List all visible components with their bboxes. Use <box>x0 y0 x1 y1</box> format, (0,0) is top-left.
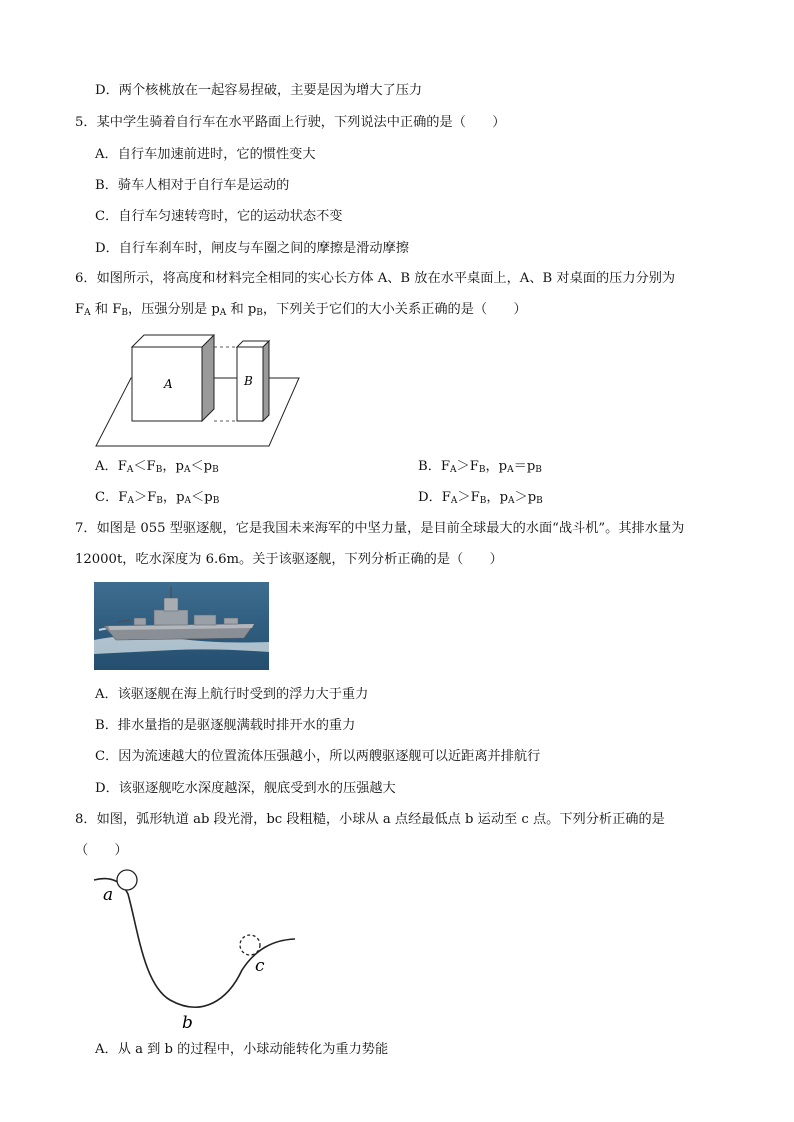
q7-option-a: A．该驱逐舰在海上航行时受到的浮力大于重力 <box>95 687 369 702</box>
q5-option-d: D．自行车刹车时，闸皮与车圈之间的摩擦是滑动摩擦 <box>95 241 409 256</box>
ball-start <box>117 870 137 890</box>
q6-option-d: D．$F_A>F_B$，$p_A>p_B$ <box>418 490 543 506</box>
q7-stem-line1: 7．如图是 055 型驱逐舰，它是我国未来海军的中坚力量，是目前全球最大的水面“战斗机”。其排水量为 <box>75 521 685 536</box>
block-b-label: B <box>244 374 253 388</box>
q6-stem-line2: $F_A$ 和 $F_B$，压强分别是 $p_A$ 和 $p_B$，下列关于它们的大小关系正确的是（ ） <box>75 302 527 318</box>
q7-option-b: B．排水量指的是驱逐舰满载时排开水的重力 <box>95 718 356 733</box>
q6-figure <box>94 330 304 450</box>
q7-stem-line2: 12000t，吃水深度为 6.6m。关于该驱逐舰，下列分析正确的是（ ） <box>75 552 503 567</box>
arc-track <box>94 879 295 1008</box>
q8-track-figure <box>90 860 300 1035</box>
point-c-label: c <box>255 956 265 976</box>
q6-option-c: C．$F_A>F_B$，$p_A<p_B$ <box>95 490 220 506</box>
q5-option-a: A．自行车加速前进时，它的惯性变大 <box>95 147 316 162</box>
q8-option-a: A．从 a 到 b 的过程中，小球动能转化为重力势能 <box>95 1042 389 1057</box>
q5-stem: 5．某中学生骑着自行车在水平路面上行驶，下列说法中正确的是（ ） <box>75 115 506 130</box>
q7-option-d: D．该驱逐舰吃水深度越深，舰底受到水的压强越大 <box>95 781 396 796</box>
destroyer-photo <box>94 582 269 670</box>
q5-option-b: B．骑车人相对于自行车是运动的 <box>95 178 290 193</box>
q8-stem-line2: （ ） <box>75 843 128 858</box>
point-a-label: a <box>103 885 114 905</box>
q5-option-c: C．自行车匀速转弯时，它的运动状态不变 <box>95 209 343 224</box>
ball-end <box>240 935 260 955</box>
q7-option-c: C．因为流速越大的位置流体压强越小，所以两艘驱逐舰可以近距离并排航行 <box>95 749 541 764</box>
q6-option-b: B．$F_A>F_B$，$p_A=p_B$ <box>418 459 542 475</box>
point-b-label: b <box>182 1013 193 1033</box>
q6-option-a: A．$F_A<F_B$，$p_A<p_B$ <box>95 459 219 475</box>
q6-stem-line1: 6．如图所示，将高度和材料完全相同的实心长方体 A、B 放在水平桌面上，A、B 对桌面的压力分别为 <box>75 271 676 286</box>
q4-option-d: D．两个核桃放在一起容易捏破，主要是因为增大了压力 <box>95 83 423 98</box>
block-a-label: A <box>164 377 173 391</box>
q8-stem-line1: 8．如图，弧形轨道 ab 段光滑，bc 段粗糙，小球从 a 点经最低点 b 运动至 c 点。下列分析正确的是 <box>75 812 665 827</box>
